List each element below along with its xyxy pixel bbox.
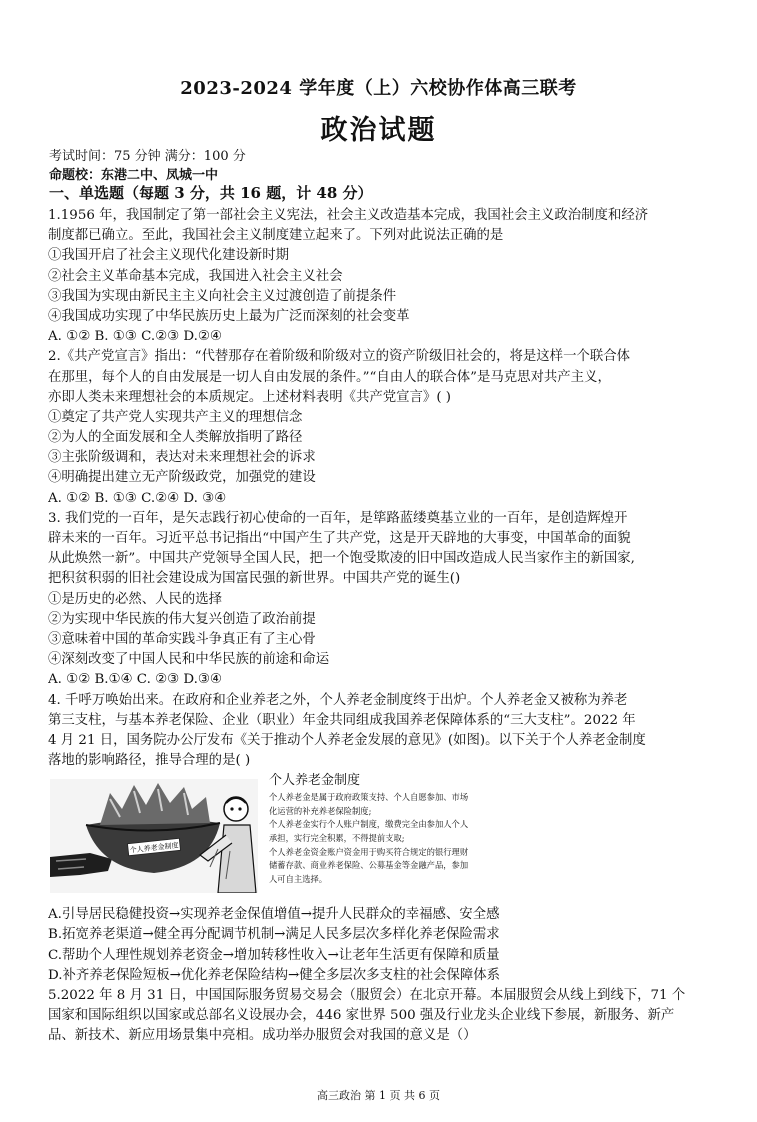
exam-info: 考试时间：75 分钟 满分：100 分: [49, 149, 246, 164]
question-2: [48, 347, 724, 509]
option-line: ④我国成功实现了中华民族历史上最为广泛而深刻的社会变革: [48, 308, 410, 324]
figure-text-line: 化运营的补充养老保险制度;: [269, 805, 372, 816]
exam-title: 2023-2024 学年度（上）六校协作体高三联考: [180, 78, 577, 99]
option-line: A.引导居民稳健投资→实现养老金保值增值→提升人民群众的幸福感、安全感: [48, 907, 500, 923]
option-line: ②为实现中华民族的伟大复兴创造了政治前提: [48, 611, 316, 627]
figure-title: 个人养老金制度: [269, 773, 361, 789]
option-line: ①是历史的必然、人民的选择: [48, 591, 223, 607]
question-line: 辟未来的一百年。习近平总书记指出“中国产生了共产党，这是开天辟地的大事变，中国革命的面貌: [48, 531, 631, 546]
answer-choices: A. ①② B. ①③ C.②④ D. ③④: [48, 490, 227, 506]
question-3: [48, 509, 724, 691]
school-info: 命题校：东港二中、凤城一中: [49, 168, 219, 183]
bowl-label: 个人养老金制度: [129, 841, 179, 855]
figure-text-line: 个人养老金是属于政府政策支持、个人自愿参加、市场: [269, 792, 469, 803]
question-line: 第三支柱，与基本养老保险、企业（职业）年金共同组成我国养老保障体系的“三大支柱”。2022 年: [48, 712, 636, 728]
subject-title: 政治试题: [320, 115, 437, 146]
figure-text-line: 人可自主选择。: [269, 873, 328, 884]
question-line: 2.《共产党宣言》指出：“代替那存在着阶级和阶级对立的资产阶级旧社会的，将是这样一个联合体: [48, 349, 631, 365]
question-4: [48, 691, 724, 987]
figure-text-line: 个人养老金实行个人账户制度，缴费完全由参加人个人: [269, 819, 469, 830]
question-line: 1.1956 年，我国制定了第一部社会主义宪法，社会主义改造基本完成，我国社会主义政治制度和经济: [48, 208, 649, 223]
pension-figure: [48, 773, 724, 901]
question-body: [48, 206, 724, 1047]
option-line: C.帮助个人理性规划养老资金→增加转移性收入→让老年生活更有保障和质量: [48, 947, 500, 963]
option-line: D.补齐养老保险短板→优化养老保险结构→健全多层次多支柱的社会保障体系: [48, 967, 501, 983]
figure-text-line: 储蓄存款、商业养老保险、公募基金等金融产品，参加: [269, 860, 469, 871]
section-heading: 一、单选题（每题 3 分，共 16 题，计 48 分）: [49, 184, 373, 202]
question-line: 在那里，每个人的自由发展是一切人自由发展的条件。”“自由人的联合体”是马克思对共产主义，: [48, 369, 611, 385]
option-line: ②为人的全面发展和全人类解放指明了路径: [48, 430, 303, 446]
question-1: [48, 206, 724, 347]
answer-choices: A. ①② B. ①③ C.②③ D.②④: [48, 329, 222, 345]
question-line: 把积贫积弱的旧社会建设成为国富民强的新世界。中国共产党的诞生(): [48, 571, 461, 587]
question-line: 4 月 21 日，国务院办公厅发布《关于推动个人养老金发展的意见》(如图)。以下关于个人养老金制度: [48, 732, 646, 748]
question-line: 亦即人类未来理想社会的本质规定。上述材料表明《共产党宣言》( ): [48, 389, 452, 405]
figure-text-line: 承担，实行完全积累，不得提前支取;: [269, 833, 405, 844]
option-line: ③主张阶级调和，表达对未来理想社会的诉求: [48, 450, 316, 466]
option-line: ④明确提出建立无产阶级政党，加强党的建设: [48, 470, 316, 486]
answer-choices: A. ①② B.①④ C. ②③ D.③④: [48, 672, 222, 688]
option-line: ④深刻改变了中国人民和中华民族的前途和命运: [48, 652, 330, 668]
option-line: ①我国开启了社会主义现代化建设新时期: [48, 248, 290, 264]
question-line: 落地的影响路径，推导合理的是( ): [48, 753, 251, 769]
question-line: 5.2022 年 8 月 31 日，中国国际服务贸易交易会（服贸会）在北京开幕。本届服贸会从线上到线下，71 个: [48, 988, 686, 1003]
question-5: [48, 986, 724, 1047]
option-line: ③意味着中国的革命实践斗争真正有了主心骨: [48, 631, 316, 647]
question-line: 品、新技术、新应用场景集中亮相。成功举办服贸会对我国的意义是（）: [48, 1028, 477, 1044]
question-line: 3. 我们党的一百年，是矢志践行初心使命的一百年，是筚路蓝缕奠基立业的一百年，是创造辉煌开: [48, 510, 628, 526]
figure-text-line: 个人养老金资金账户资金用于购买符合规定的银行理财: [269, 846, 469, 857]
page-footer: 高三政治 第 1 页 共 6 页: [317, 1089, 440, 1102]
question-line: 制度都已确立。至此，我国社会主义制度建立起来了。下列对此说法正确的是: [48, 228, 504, 244]
option-line: B.拓宽养老渠道→健全再分配调节机制→满足人民多层次多样化养老保险需求: [48, 927, 500, 943]
question-line: 从此焕然一新”。中国共产党领导全国人民，把一个饱受欺凌的旧中国改造成人民当家作主的新国家,: [48, 551, 635, 567]
option-line: ③我国为实现由新民主主义向社会主义过渡创造了前提条件: [48, 288, 397, 304]
pension-cartoon-image: [50, 779, 258, 893]
question-line: 国家和国际组织以国家或总部名义设展办会，446 家世界 500 强及行业龙头企业线下参展，新服务、新产: [48, 1008, 675, 1024]
option-line: ②社会主义革命基本完成，我国进入社会主义社会: [48, 268, 343, 284]
option-line: ①奠定了共产党人实现共产主义的理想信念: [48, 409, 303, 425]
question-line: 4. 千呼万唤始出来。在政府和企业养老之外，个人养老金制度终于出炉。个人养老金又被称为养老: [48, 692, 628, 708]
figure-text: [269, 791, 529, 886]
